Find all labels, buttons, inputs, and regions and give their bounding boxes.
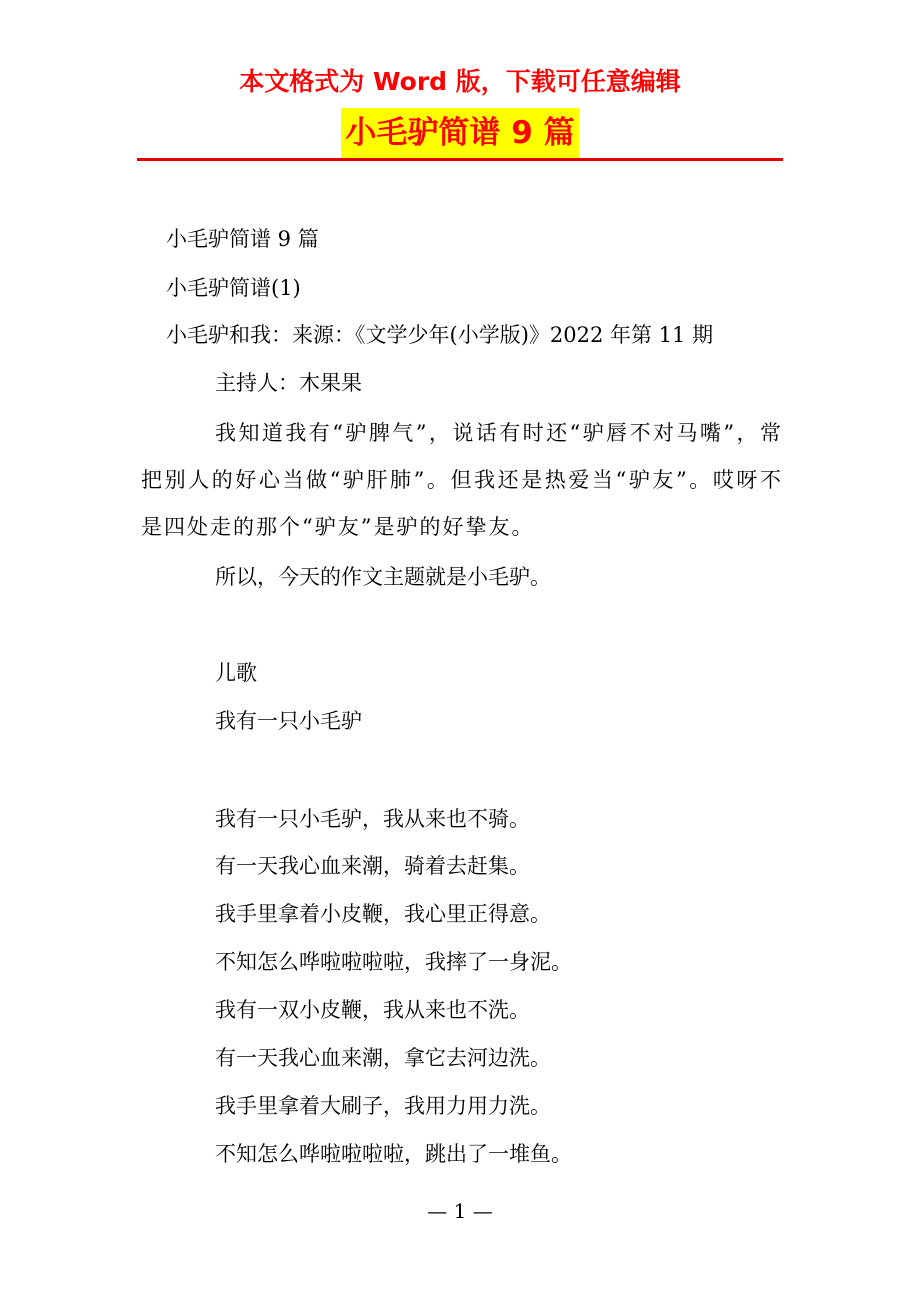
title-container: [0, 108, 920, 158]
lyric-line: 我有一只小毛驴，我从来也不骑。: [215, 807, 530, 831]
header-divider: [137, 158, 783, 161]
lyric-line: 有一天我心血来潮，拿它去河边洗。: [215, 1046, 551, 1070]
source-line: 小毛驴和我：来源：《文学少年(小学版)》2022 年第 11 期: [166, 323, 714, 347]
download-banner: 本文格式为 Word 版，下载可任意编辑: [239, 67, 681, 96]
section-title: 小毛驴简谱(1): [166, 276, 301, 300]
doc-title-line: 小毛驴简谱 9 篇: [166, 227, 319, 251]
topic-line: 所以，今天的作文主题就是小毛驴。: [215, 565, 551, 589]
host-line: 主持人：木果果: [215, 371, 362, 395]
page-number: — 1 —: [427, 1199, 493, 1223]
song-title: 我有一只小毛驴: [215, 709, 362, 733]
lyric-line: 我手里拿着大刷子，我用力用力洗。: [215, 1094, 551, 1118]
document-title: 小毛驴简谱 9 篇: [341, 108, 578, 158]
song-label: 儿歌: [215, 661, 257, 685]
lyric-line: 不知怎么哗啦啦啦啦，我摔了一身泥。: [215, 950, 572, 974]
intro-paragraph: 我知道我有“驴脾气”，说话有时还“驴唇不对马嘴”，常把别人的好心当做“驴肝肺”。但我还是热爱当“驴友”。哎呀不是四处走的那个“驴友”是驴的好挚友。: [141, 421, 783, 539]
lyric-line: 不知怎么哗啦啦啦啦，跳出了一堆鱼。: [215, 1142, 572, 1166]
lyric-line: 我手里拿着小皮鞭，我心里正得意。: [215, 902, 551, 926]
lyric-line: 我有一双小皮鞭，我从来也不洗。: [215, 998, 530, 1022]
lyric-line: 有一天我心血来潮，骑着去赶集。: [215, 854, 530, 878]
